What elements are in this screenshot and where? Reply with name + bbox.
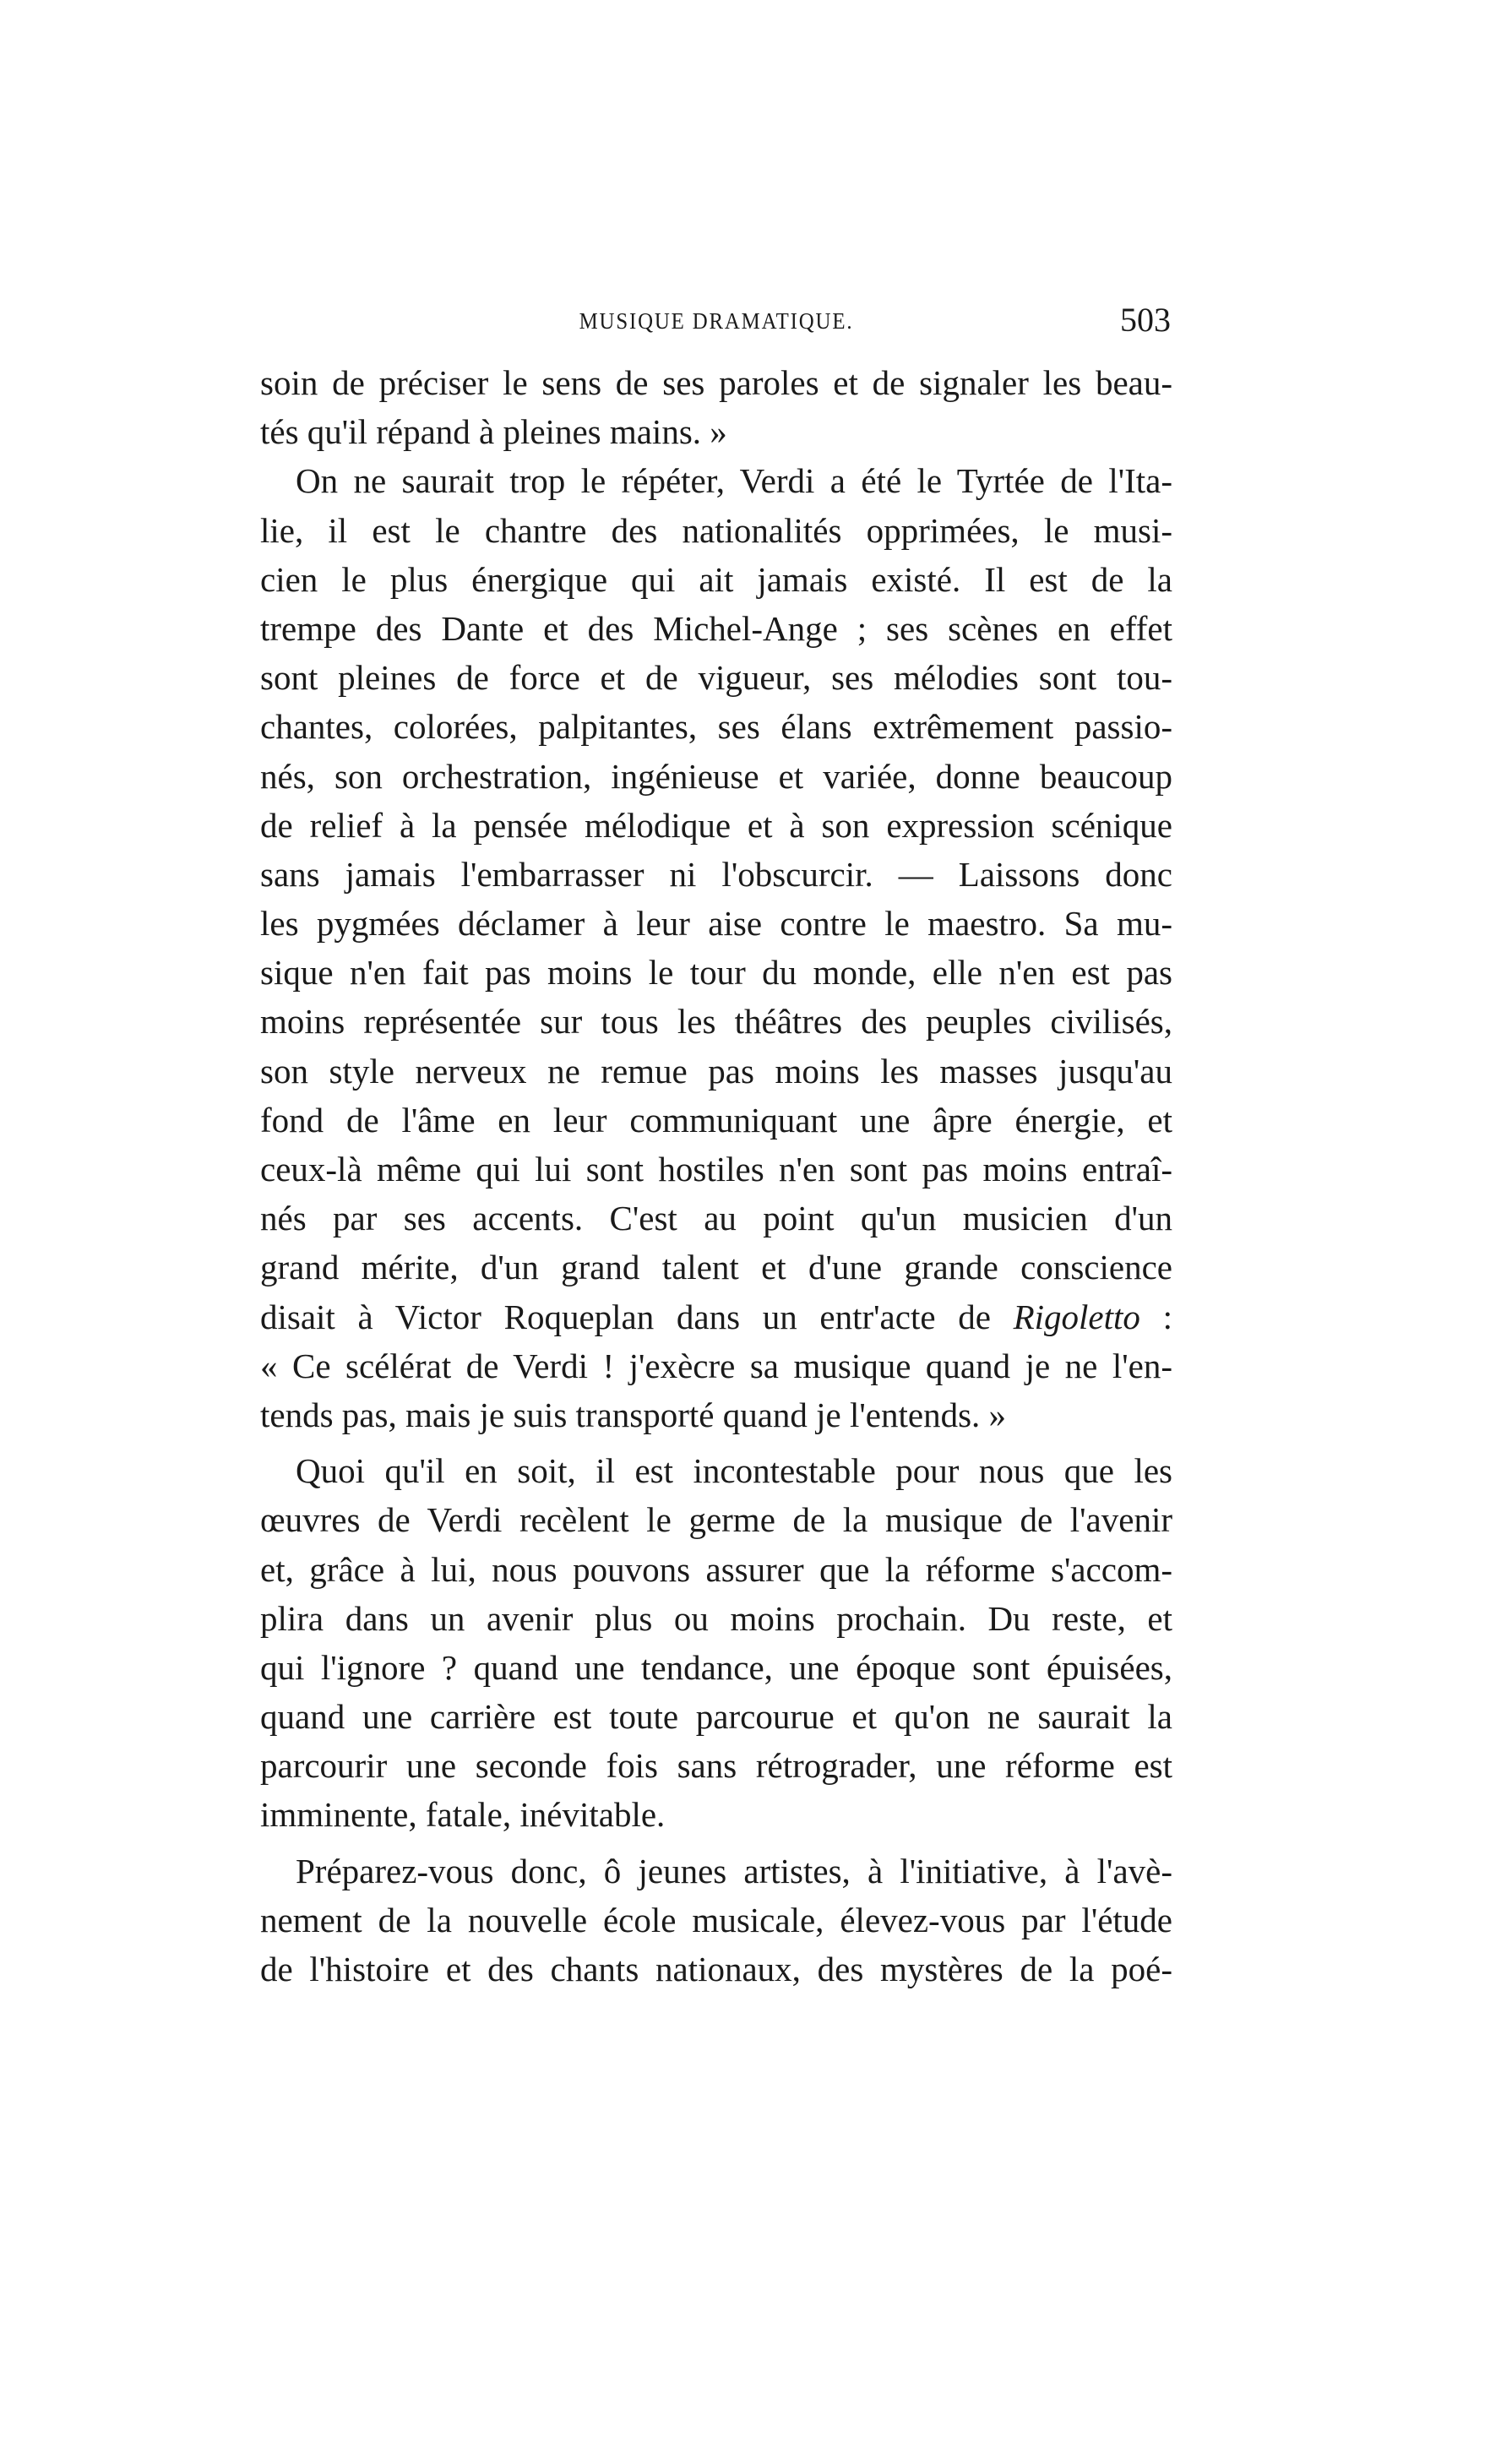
text-line: fond de l'âme en leur communiquant une âpre énergie, et — [260, 1100, 1172, 1140]
text-line: tends pas, mais je suis transporté quand je l'entends. » — [260, 1395, 1007, 1434]
text-line: moins représentée sur tous les théâtres des peuples civilisés, — [260, 1002, 1172, 1042]
text-line: « Ce scélérat de Verdi ! j'exècre sa musique quand je ne l'en- — [260, 1346, 1172, 1385]
text-line: nement de la nouvelle école musicale, élevez-vous par l'étude — [260, 1900, 1172, 1939]
text-line: nés par ses accents. C'est au point qu'un musicien d'un — [260, 1199, 1172, 1238]
text-line: œuvres de Verdi recèlent le germe de la musique de l'avenir — [260, 1500, 1172, 1540]
text-line: parcourir une seconde fois sans rétrograder, une réforme est — [260, 1746, 1172, 1786]
text-line: imminente, fatale, inévitable. — [260, 1795, 666, 1835]
text-line-prefix: disait à Victor Roqueplan dans un entr'acte de — [260, 1297, 991, 1336]
text-line: Préparez-vous donc, ô jeunes artistes, à l'initiative, à l'avè- — [296, 1851, 1172, 1890]
text-line: sont pleines de force et de vigueur, ses mélodies sont tou- — [260, 658, 1172, 698]
text-line: son style nerveux ne remue pas moins les masses jusqu'au — [260, 1051, 1172, 1091]
text-line: sans jamais l'embarrasser ni l'obscurcir. — Laissons donc — [260, 854, 1172, 894]
text-line: cien le plus énergique qui ait jamais existé. Il est de la — [260, 559, 1172, 599]
running-title: MUSIQUE DRAMATIQUE. — [579, 308, 854, 334]
text-line: lie, il est le chantre des nationalités opprimées, le musi- — [260, 510, 1172, 550]
text-line: les pygmées déclamer à leur aise contre le maestro. Sa mu- — [260, 904, 1172, 944]
opera-title: Rigoletto — [1013, 1297, 1140, 1336]
text-line: et, grâce à lui, nous pouvons assurer que la réforme s'accom- — [260, 1549, 1172, 1589]
text-line: On ne saurait trop le répéter, Verdi a été le Tyrtée de l'Ita- — [296, 461, 1172, 501]
text-line: chantes, colorées, palpitantes, ses élans extrêmement passio- — [260, 707, 1172, 747]
text-line: Quoi qu'il en soit, il est incontestable pour nous que les — [296, 1451, 1172, 1491]
text-line: ceux-là même qui lui sont hostiles n'en sont pas moins entraî- — [260, 1150, 1172, 1189]
text-line-suffix: : — [1139, 1297, 1172, 1336]
text-line: trempe des Dante et des Michel-Ange ; ses scènes en effet — [260, 608, 1172, 648]
text-line: plira dans un avenir plus ou moins prochain. Du reste, et — [260, 1598, 1172, 1638]
text-line: de l'histoire et des chants nationaux, des mystères de la poé- — [260, 1950, 1172, 1988]
text-line: tés qu'il répand à pleines mains. » — [260, 412, 727, 452]
running-head — [262, 300, 1171, 351]
text-line: qui l'ignore ? quand une tendance, une époque sont épuisées, — [260, 1647, 1172, 1687]
text-line: de relief à la pensée mélodique et à son expression scénique — [260, 805, 1172, 845]
text-line: sique n'en fait pas moins le tour du monde, elle n'en est pas — [260, 953, 1172, 993]
text-line: grand mérite, d'un grand talent et d'une grande conscience — [260, 1248, 1172, 1287]
text-line-with-title — [260, 1292, 1172, 1341]
text-line: nés, son orchestration, ingénieuse et variée, donne beaucoup — [260, 756, 1172, 796]
text-line: soin de préciser le sens de ses paroles et de signaler les beau- — [260, 363, 1172, 402]
page-number: 503 — [1120, 301, 1171, 339]
text-line: quand une carrière est toute parcourue et qu'on ne saurait la — [260, 1697, 1172, 1737]
body-text — [260, 358, 1172, 1994]
